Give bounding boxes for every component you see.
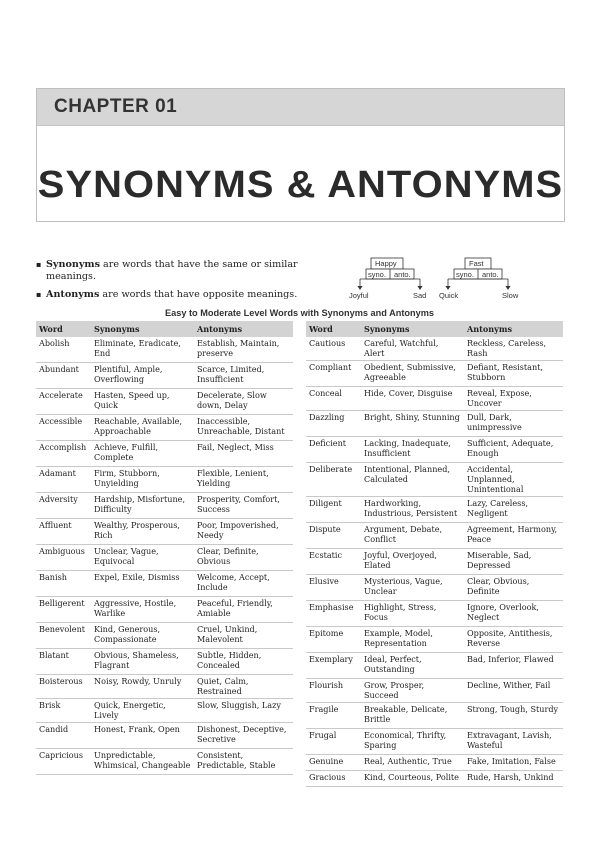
- cell-word: Ecstatic: [306, 549, 361, 575]
- cell-word: Epitome: [306, 627, 361, 653]
- cell-synonyms: Eliminate, Eradicate, End: [91, 337, 194, 363]
- cell-word: Abundant: [36, 363, 91, 389]
- cell-antonyms: Agreement, Harmony, Peace: [464, 523, 563, 549]
- cell-synonyms: Bright, Shiny, Stunning: [361, 411, 464, 437]
- cell-word: Deficient: [306, 437, 361, 463]
- cell-antonyms: Flexible, Lenient, Yielding: [194, 467, 293, 493]
- cell-word: Ambiguous: [36, 545, 91, 571]
- table-row: [36, 389, 293, 415]
- intro-bullets: [36, 259, 306, 307]
- cell-synonyms: Breakable, Delicate, Brittle: [361, 703, 464, 729]
- cell-antonyms: Prosperity, Comfort, Success: [194, 493, 293, 519]
- cell-synonyms: Achieve, Fulfill, Complete: [91, 441, 194, 467]
- word-table-right: [306, 321, 563, 787]
- table-row: [306, 653, 563, 679]
- cell-antonyms: Reveal, Expose, Uncover: [464, 387, 563, 411]
- cell-antonyms: Reckless, Careless, Rash: [464, 337, 563, 361]
- cell-antonyms: Fail, Neglect, Miss: [194, 441, 293, 467]
- column-header-word: Word: [306, 321, 361, 337]
- cell-word: Compliant: [306, 361, 361, 387]
- table-row: [306, 497, 563, 523]
- cell-synonyms: Mysterious, Vague, Unclear: [361, 575, 464, 601]
- cell-synonyms: Highlight, Stress, Focus: [361, 601, 464, 627]
- cell-synonyms: Hasten, Speed up, Quick: [91, 389, 194, 415]
- cell-synonyms: Ideal, Perfect, Outstanding: [361, 653, 464, 679]
- cell-word: Cautious: [306, 337, 361, 361]
- cell-antonyms: Bad, Inferior, Flawed: [464, 653, 563, 679]
- word-table-left: [36, 321, 293, 775]
- table-row: [36, 441, 293, 467]
- table-row: [36, 723, 293, 749]
- diagram-root-happy: Happy: [375, 259, 397, 268]
- table-row: [306, 463, 563, 497]
- diagram-root-fast: Fast: [469, 259, 484, 268]
- table-header-row: [36, 321, 293, 337]
- table-row: [306, 549, 563, 575]
- cell-antonyms: Miserable, Sad, Depressed: [464, 549, 563, 575]
- cell-synonyms: Real, Authentic, True: [361, 755, 464, 771]
- cell-antonyms: Inaccessible, Unreachable, Distant: [194, 415, 293, 441]
- table-row: [306, 703, 563, 729]
- cell-word: Conceal: [306, 387, 361, 411]
- cell-word: Boisterous: [36, 675, 91, 699]
- column-header-word: Word: [36, 321, 91, 337]
- cell-antonyms: Dishonest, Deceptive, Secretive: [194, 723, 293, 749]
- cell-antonyms: Clear, Definite, Obvious: [194, 545, 293, 571]
- table-row: [306, 729, 563, 755]
- cell-antonyms: Peaceful, Friendly, Amiable: [194, 597, 293, 623]
- cell-word: Frugal: [306, 729, 361, 755]
- table-row: [36, 749, 293, 775]
- table-row: [36, 415, 293, 441]
- cell-synonyms: Intentional, Planned, Calculated: [361, 463, 464, 497]
- cell-word: Flourish: [306, 679, 361, 703]
- cell-antonyms: Poor, Impoverished, Needy: [194, 519, 293, 545]
- table-row: [36, 649, 293, 675]
- cell-synonyms: Unclear, Vague, Equivocal: [91, 545, 194, 571]
- cell-synonyms: Aggressive, Hostile, Warlike: [91, 597, 194, 623]
- table-row: [306, 755, 563, 771]
- table-row: [36, 675, 293, 699]
- cell-antonyms: Welcome, Accept, Include: [194, 571, 293, 597]
- cell-synonyms: Kind, Generous, Compassionate: [91, 623, 194, 649]
- cell-antonyms: Accidental, Unplanned, Unintentional: [464, 463, 563, 497]
- cell-word: Adversity: [36, 493, 91, 519]
- table-row: [306, 627, 563, 653]
- chapter-label: CHAPTER 01: [37, 89, 564, 126]
- table-row: [306, 575, 563, 601]
- cell-synonyms: Reachable, Available, Approachable: [91, 415, 194, 441]
- table-row: [36, 699, 293, 723]
- cell-synonyms: Economical, Thrifty, Sparing: [361, 729, 464, 755]
- cell-antonyms: Extravagant, Lavish, Wasteful: [464, 729, 563, 755]
- cell-word: Emphasise: [306, 601, 361, 627]
- cell-word: Capricious: [36, 749, 91, 775]
- cell-synonyms: Hide, Cover, Disguise: [361, 387, 464, 411]
- cell-word: Exemplary: [306, 653, 361, 679]
- cell-word: Dazzling: [306, 411, 361, 437]
- antonyms-definition: ▪ Antonyms are words that have opposite meanings.: [36, 289, 306, 301]
- cell-synonyms: Example, Model, Representation: [361, 627, 464, 653]
- cell-antonyms: Strong, Tough, Sturdy: [464, 703, 563, 729]
- table-row: [306, 337, 563, 361]
- cell-synonyms: Obvious, Shameless, Flagrant: [91, 649, 194, 675]
- cell-antonyms: Defiant, Resistant, Stubborn: [464, 361, 563, 387]
- cell-synonyms: Noisy, Rowdy, Unruly: [91, 675, 194, 699]
- cell-word: Affluent: [36, 519, 91, 545]
- cell-word: Accessible: [36, 415, 91, 441]
- cell-antonyms: Slow, Sluggish, Lazy: [194, 699, 293, 723]
- table-title: Easy to Moderate Level Words with Synonyms and Antonyms: [164, 308, 435, 318]
- diagram-anto-label: anto.: [394, 270, 411, 279]
- cell-synonyms: Argument, Debate, Conflict: [361, 523, 464, 549]
- cell-synonyms: Obedient, Submissive, Agreeable: [361, 361, 464, 387]
- cell-word: Candid: [36, 723, 91, 749]
- table-row: [36, 363, 293, 389]
- cell-antonyms: Clear, Obvious, Definite: [464, 575, 563, 601]
- cell-antonyms: Establish, Maintain, preserve: [194, 337, 293, 363]
- column-header-antonyms: Antonyms: [194, 321, 293, 337]
- diagram-synonym-quick: Quick: [439, 291, 459, 300]
- table-row: [36, 545, 293, 571]
- table-row: [306, 387, 563, 411]
- cell-synonyms: Lacking, Inadequate, Insufficient: [361, 437, 464, 463]
- synonyms-definition: ▪ Synonyms are words that have the same or similar meanings.: [36, 259, 306, 283]
- table-row: [306, 771, 563, 787]
- cell-antonyms: Decline, Wither, Fail: [464, 679, 563, 703]
- cell-antonyms: Sufficient, Adequate, Enough: [464, 437, 563, 463]
- table-row: [36, 337, 293, 363]
- chapter-header: [36, 88, 565, 222]
- column-header-synonyms: Synonyms: [91, 321, 194, 337]
- cell-word: Benevolent: [36, 623, 91, 649]
- table-row: [36, 493, 293, 519]
- cell-synonyms: Kind, Courteous, Polite: [361, 771, 464, 787]
- cell-antonyms: Rude, Harsh, Unkind: [464, 771, 563, 787]
- table-row: [306, 601, 563, 627]
- synonym-antonym-diagram: [340, 256, 540, 304]
- cell-synonyms: Expel, Exile, Dismiss: [91, 571, 194, 597]
- table-header-row: [306, 321, 563, 337]
- cell-antonyms: Decelerate, Slow down, Delay: [194, 389, 293, 415]
- diagram-antonym-sad: Sad: [413, 291, 427, 300]
- cell-word: Diligent: [306, 497, 361, 523]
- table-row: [36, 571, 293, 597]
- table-row: [306, 523, 563, 549]
- table-row: [36, 623, 293, 649]
- cell-word: Fragile: [306, 703, 361, 729]
- cell-synonyms: Firm, Stubborn, Unyielding: [91, 467, 194, 493]
- cell-antonyms: Dull, Dark, unimpressive: [464, 411, 563, 437]
- diagram-synonym-joyful: Joyful: [349, 291, 369, 300]
- cell-synonyms: Unpredictable, Whimsical, Changeable: [91, 749, 194, 775]
- cell-antonyms: Consistent, Predictable, Stable: [194, 749, 293, 775]
- diagram-syno-label: syno.: [456, 270, 474, 279]
- cell-synonyms: Hardworking, Industrious, Persistent: [361, 497, 464, 523]
- table-row: [36, 467, 293, 493]
- cell-antonyms: Cruel, Unkind, Malevolent: [194, 623, 293, 649]
- cell-word: Elusive: [306, 575, 361, 601]
- cell-antonyms: Scarce, Limited, Insufficient: [194, 363, 293, 389]
- diagram-anto-label: anto.: [482, 270, 499, 279]
- cell-word: Dispute: [306, 523, 361, 549]
- table-row: [306, 411, 563, 437]
- cell-synonyms: Joyful, Overjoyed, Elated: [361, 549, 464, 575]
- cell-word: Belligerent: [36, 597, 91, 623]
- cell-synonyms: Grow, Prosper, Succeed: [361, 679, 464, 703]
- cell-synonyms: Plentiful, Ample, Overflowing: [91, 363, 194, 389]
- cell-synonyms: Honest, Frank, Open: [91, 723, 194, 749]
- cell-word: Adamant: [36, 467, 91, 493]
- cell-word: Blatant: [36, 649, 91, 675]
- cell-antonyms: Fake, Imitation, False: [464, 755, 563, 771]
- cell-synonyms: Wealthy, Prosperous, Rich: [91, 519, 194, 545]
- column-header-synonyms: Synonyms: [361, 321, 464, 337]
- cell-antonyms: Ignore, Overlook, Neglect: [464, 601, 563, 627]
- cell-word: Brisk: [36, 699, 91, 723]
- cell-word: Genuine: [306, 755, 361, 771]
- cell-word: Abolish: [36, 337, 91, 363]
- cell-antonyms: Opposite, Antithesis, Reverse: [464, 627, 563, 653]
- cell-synonyms: Hardship, Misfortune, Difficulty: [91, 493, 194, 519]
- cell-synonyms: Careful, Watchful, Alert: [361, 337, 464, 361]
- diagram-antonym-slow: Slow: [502, 291, 519, 300]
- table-row: [306, 679, 563, 703]
- table-row: [306, 437, 563, 463]
- table-row: [36, 597, 293, 623]
- cell-word: Accomplish: [36, 441, 91, 467]
- column-header-antonyms: Antonyms: [464, 321, 563, 337]
- cell-word: Accelerate: [36, 389, 91, 415]
- table-row: [306, 361, 563, 387]
- diagram-syno-label: syno.: [368, 270, 386, 279]
- cell-word: Deliberate: [306, 463, 361, 497]
- cell-antonyms: Lazy, Careless, Negligent: [464, 497, 563, 523]
- cell-antonyms: Subtle, Hidden, Concealed: [194, 649, 293, 675]
- cell-word: Banish: [36, 571, 91, 597]
- table-row: [36, 519, 293, 545]
- cell-word: Gracious: [306, 771, 361, 787]
- cell-synonyms: Quick, Energetic, Lively: [91, 699, 194, 723]
- chapter-title: SYNONYMS & ANTONYMS: [37, 164, 564, 206]
- cell-antonyms: Quiet, Calm, Restrained: [194, 675, 293, 699]
